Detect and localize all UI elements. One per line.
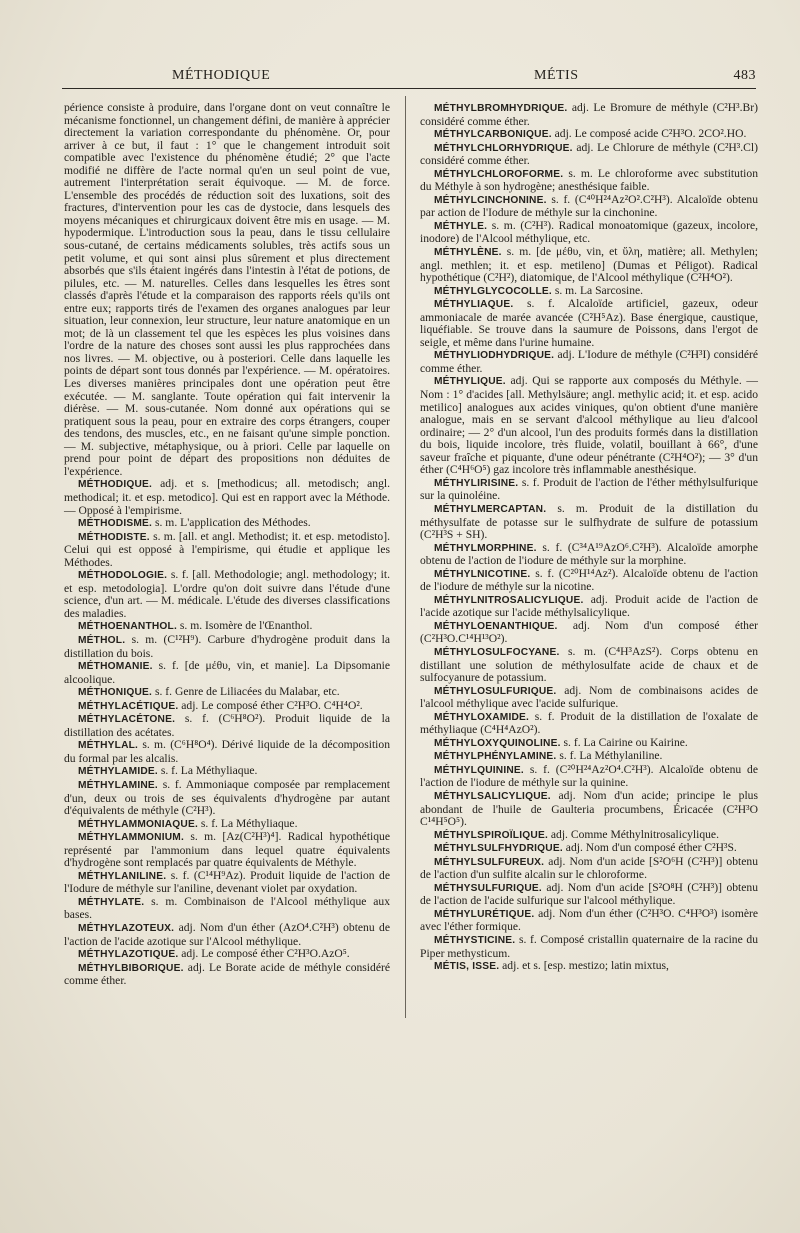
- entry-definition: adj. Nom d'un composé éther C²H³S.: [565, 841, 737, 855]
- entry-definition: s. m. (C¹²H⁹). Carbure d'hydrogène produit dans la distillation du bois.: [64, 632, 390, 660]
- entry-definition: s. f. (C²⁰H¹⁴Az²). Alcaloïde obtenu de l'action de l'iodure de méthyle sur la nicotine.: [420, 566, 759, 594]
- running-header: [62, 68, 756, 90]
- dictionary-entry: [64, 660, 390, 686]
- dictionary-entry: [420, 220, 758, 246]
- dictionary-entry: [420, 842, 758, 856]
- entry-headword: MÉTHYLAL.: [78, 740, 139, 752]
- dictionary-entry: [420, 960, 758, 974]
- dictionary-entry: [64, 686, 390, 700]
- dictionary-entry: [64, 517, 390, 531]
- entry-definition: s. f. [de μέθυ, vin, et manie]. La Dipsomanie alcoolique.: [64, 659, 390, 686]
- entry-definition: adj. Le Chlorure de méthyle (C²H³.Cl) considéré comme éther.: [420, 140, 758, 168]
- entry-headword: MÉTHYLAMMONIAQUE.: [78, 818, 198, 830]
- entry-headword: MÉTHYLNICOTINE.: [434, 568, 531, 580]
- dictionary-entry: [420, 685, 758, 711]
- entry-definition: s. m. [Az(C²H³)⁴]. Radical hypothétique représenté par l'ammonium dans lequel quatre équivalents d'hydrogène sont remplacés par quatre équivalents de Méthyle.: [64, 830, 390, 870]
- dictionary-entry: [420, 646, 758, 685]
- entry-definition: adj. Nom d'un acide [S²O⁸H (C²H³)] obtenu de l'action de l'acide sulfurique sur l'alcool méthylique.: [420, 880, 758, 908]
- entry-definition: s. m. La Sarcosine.: [554, 283, 644, 297]
- dictionary-entry: [64, 922, 390, 948]
- entry-definition: s. f. Genre de Liliacées du Malabar, etc.: [155, 685, 340, 699]
- entry-headword: MÉTHYLIODHYDRIQUE.: [434, 350, 555, 362]
- column-divider: [405, 96, 406, 1018]
- entry-definition: adj. L'Iodure de méthyle (C²H³I) considéré comme éther.: [420, 348, 758, 375]
- dictionary-entry: [64, 739, 390, 765]
- entry-definition: périence consiste à produire, dans l'organe dont on veut connaître le mécanisme fonctionnel, un changement défini, de manière à apprécier directement la variation correspondante du phénomène. Or, pour arriver à ce but, il faut : 1° que le changement introduit soit compatible avec l'existence du phénomène étudié; 2° que l'acte modifié ne diffère de l'acte normal qu'en un seul point de vue, autrement l'interprétation serait équivoque. — M. de force. L'ensemble des procédés de réduction soit des luxations, soit des fractures, d'intervention pour les cas de dystocie, dans lesquels des moyens mécaniques et chirurgicaux doivent être mis en usage. — M. hypodermique. L'introduction sous la peau, dans le tissu cellulaire sous-cutané, de certains médicaments solubles, très actifs sous un petit volume, et qui sont ainsi plus sûrement et plus directement absorbés que s'ils étaient ingérés dans l'intestin à l'état de potions, de pilules, etc. — M. naturelles. Celles dans lesquelles les êtres sont classés d'après l'étude et la comparaison des rapports réels qu'ils ont entre eux; rapports tirés de l'examen des organes analogues par leur situation, leur connexion, leur structure, leur nature anatomique en un mot; de là un classement tel que les espèces les plus voisines dans l'ordre de la nature des choses sont aussi les plus rapprochées dans nos livres. — M. objective, ou à posteriori. Celle dans laquelle les points de départ sont tous donnés par l'expérience. — M. opératoires. Les diverses manières principales dont une opération peut être exécutée. — M. sanglante. Toute opération qui fait intervenir la diérèse. — M. sous-cutanée. Nom donné aux opérations qui se pratiquent sous la peau, pour en extraire des corps étrangers, couper des tendons, des muscles, etc., en ne faisant qu'une simple ponction. — M. subjective, métaphysique, ou à priori. Celle par laquelle on prend pour point de départ des propositions non déduites de l'expérience.: [64, 101, 390, 478]
- dictionary-entry: [420, 711, 758, 737]
- entry-definition: adj. Nom d'un éther (AzO⁴.C²H³) obtenu de l'action de l'acide azotique sur l'Alcool méthylique.: [64, 921, 390, 948]
- entry-definition: s. f. (C²⁰H²⁴Az²O⁴.C²H³). Alcaloïde obtenu de l'action de l'iodure de méthyle sur la quinine.: [420, 762, 758, 790]
- dictionary-entry: [420, 750, 758, 764]
- dictionary-entry: [420, 764, 758, 790]
- dictionary-entry: [420, 856, 758, 882]
- dictionary-entry: [64, 569, 390, 620]
- entry-headword: MÉTHYLACÉTONE.: [78, 714, 176, 726]
- entry-headword: MÉTHYLAMIDE.: [78, 766, 158, 778]
- dictionary-entry: [64, 531, 390, 570]
- dictionary-entry: [420, 375, 758, 476]
- dictionary-entry: [420, 620, 758, 646]
- entry-headword: MÉTHYLIAQUE.: [434, 299, 514, 311]
- entry-definition: adj. Le Bromure de méthyle (C²H³.Br) considéré comme éther.: [420, 101, 758, 128]
- entry-headword: MÉTHYLSULFUREUX.: [434, 856, 545, 868]
- dictionary-entry: [420, 882, 758, 908]
- entry-headword: MÉTHONIQUE.: [78, 687, 153, 699]
- entry-definition: s. f. Composé cristallin quaternaire de la racine du Piper methysticum.: [420, 933, 758, 960]
- dictionary-entry: [420, 594, 758, 620]
- entry-headword: MÉTHODOLOGIE.: [78, 570, 168, 582]
- entry-definition: adj. et s. [methodicus; all. metodisch; angl. methodical; it. et esp. metodico]. Qui est en rapport avec la Méthode. — Opposé à l'empirisme.: [64, 477, 390, 517]
- dictionary-entry: [420, 142, 758, 168]
- header-rule: [62, 88, 756, 89]
- entry-definition: s. m. (C⁶H⁸O⁴). Dérivé liquide de la décomposition du formal par les alcalis.: [64, 738, 390, 765]
- entry-headword: MÉTHYLURÉTIQUE.: [434, 908, 535, 920]
- entry-definition: s. m. [de μέθυ, vin, et ὕλη, matière; all. Methylen; angl. methlen; it. et esp. metileno] (Dumas et Péligot). Radical hypothétique (C²H²), diatomique, de l'Alcool méthylique (C²H⁴O²).: [420, 245, 758, 285]
- dictionary-entry: [64, 765, 390, 779]
- entry-headword: MÉTHYLSULFHYDRIQUE.: [434, 843, 563, 855]
- header-left-word: MÉTHODIQUE: [172, 68, 271, 83]
- entry-definition: s. f. Produit de la distillation de l'oxalate de méthyliaque (C⁴H⁴AzO²).: [420, 709, 758, 737]
- dictionary-entry: [64, 102, 390, 478]
- dictionary-entry: [420, 568, 758, 594]
- entry-headword: MÉTHYLAMINE.: [78, 779, 158, 791]
- entry-definition: adj. Qui se rapporte aux composés du Méthyle. — Nom : 1° d'acides [all. Methylsäure; angl. methylic acid; it. et esp. acido metilico] analogues aux acides viniques, qu'on obtient d'une manière analogue, mais en se servant d'alcool méthylique au lieu d'alcool ordinaire; — 2° d'un alcool, l'un des produits formés dans la distillation du bois, liquide incolore, très fluide, volatil, bouillant à 66°, d'une saveur fraîche et piquante, d'une odeur pénétrante (C²H⁴O²); — 3° d'un éther (C⁴H⁶O⁵) gaz incolore très inflammable anesthésique.: [420, 374, 759, 477]
- entry-headword: MÉTHYLOSULFOCYANE.: [434, 646, 560, 658]
- entry-definition: s. m. Le chloroforme avec substitution du Méthyle à son hydrogène; anesthésique faible.: [420, 166, 758, 194]
- dictionary-entry: [64, 896, 390, 922]
- entry-definition: adj. Le Borate acide de méthyle considéré comme éther.: [64, 960, 390, 988]
- entry-definition: adj. Nom d'un éther (C²H³O. C⁴H³O³) isomère avec l'éther formique.: [420, 906, 758, 934]
- entry-headword: MÉTHYLMORPHINE.: [434, 542, 537, 554]
- entry-definition: s. f. Alcaloïde artificiel, gazeux, odeur ammoniacale de marée avancée (C²H⁵Az). Base énergique, caustique, liquéfiable. Se trouve dans la saumure de Poissons, dans l'ergot de seigle, et même dans l'urine humaine.: [420, 297, 758, 349]
- entry-headword: MÉTHODISME.: [78, 518, 153, 530]
- entry-headword: MÉTHODIQUE.: [78, 479, 153, 491]
- entry-definition: s. f. La Méthyliaque.: [200, 816, 298, 830]
- entry-headword: MÉTHYLE.: [434, 220, 488, 232]
- entry-headword: MÉTHYLIRISINE.: [434, 477, 519, 489]
- entry-definition: s. m. (C⁴H³AzS²). Corps obtenu en distillant une solution de méthylosulfate acide de chaux et de sulfocyanure de potassium.: [420, 644, 759, 685]
- entry-definition: adj. Produit acide de l'action de l'acide azotique sur l'acide méthylsalicylique.: [420, 592, 758, 620]
- dictionary-entry: [420, 102, 758, 128]
- entry-headword: MÉTHYLPHÉNYLAMINE.: [434, 751, 557, 763]
- entry-definition: s. f. (C¹⁴H⁹Az). Produit liquide de l'action de l'Iodure de méthyle sur l'aniline, devenant violet par oxydation.: [64, 868, 390, 896]
- dictionary-entry: [64, 713, 390, 739]
- entry-headword: MÉTHYLGLYCOCOLLE.: [434, 285, 552, 297]
- entry-headword: MÉTHYLQUININE.: [434, 764, 524, 776]
- entry-definition: adj. Comme Méthylnitrosalicylique.: [550, 827, 719, 841]
- entry-headword: MÉTHYLCINCHONINE.: [434, 194, 547, 206]
- dictionary-entry: [64, 831, 390, 870]
- entry-definition: s. f. La Méthyliaque.: [160, 764, 258, 778]
- entry-headword: MÉTHYLÈNE.: [434, 247, 502, 259]
- header-right-word: MÉTIS: [534, 68, 579, 83]
- entry-definition: s. f. Produit de l'action de l'éther méthylsulfurique sur la quinoléine.: [420, 475, 758, 503]
- entry-definition: s. f. (C³⁴A¹⁹AzO⁶.C²H³). Alcaloïde amorphe obtenu de l'action de l'iodure de méthyle sur la morphine.: [420, 540, 758, 568]
- dictionary-entry: [420, 246, 758, 285]
- dictionary-entry: [420, 829, 758, 843]
- entry-headword: MÉTHYSULFURIQUE.: [434, 882, 542, 894]
- entry-definition: s. m. (C²H³). Radical monoatomique (gazeux, incolore, inodore) de l'Alcool méthylique, etc.: [420, 218, 758, 246]
- dictionary-entry: [420, 790, 758, 829]
- entry-headword: MÉTHYLATE.: [78, 896, 145, 908]
- entry-headword: MÉTHYLAMMONIUM.: [78, 832, 184, 844]
- entry-definition: s. f. [all. Methodologie; angl. methodology; it. et esp. metodologia]. L'ordre qu'on doit suivre dans l'étude d'une science, d'un art. — M. médicale. L'étude des diverses classifications des maladies.: [64, 568, 391, 620]
- entry-definition: s. m. Produit de la distillation du méthysulfate de potasse sur le sulfhydrate de sulfure de potassium (C²H³S + SH).: [420, 501, 759, 542]
- dictionary-entry: [420, 285, 758, 299]
- entry-headword: MÉTHYLNITROSALICYLIQUE.: [434, 594, 584, 606]
- entry-definition: s. f. La Méthylaniline.: [559, 749, 663, 763]
- entry-headword: MÉTHOENANTHOL.: [78, 621, 178, 633]
- entry-headword: MÉTHYLOENANTHIQUE.: [434, 620, 558, 632]
- dictionary-entry: [420, 298, 758, 349]
- entry-definition: s. m. Isomère de l'Œnanthol.: [179, 619, 313, 633]
- entry-headword: MÉTHYLCARBONIQUE.: [434, 129, 552, 141]
- entry-headword: MÉTHYLBIBORIQUE.: [78, 962, 184, 974]
- entry-headword: MÉTHOL.: [78, 634, 126, 646]
- dictionary-entry: [420, 349, 758, 375]
- entry-headword: MÉTHYLCHLORHYDRIQUE.: [434, 142, 573, 154]
- entry-definition: s. m. Combinaison de l'Alcool méthylique aux bases.: [64, 894, 390, 922]
- entry-headword: MÉTHODISTE.: [78, 531, 150, 543]
- entry-definition: adj. Le composé éther C²H³O.AzO⁵.: [181, 947, 350, 961]
- entry-definition: s. m. [all. et angl. Methodist; it. et esp. metodisto]. Celui qui est opposé à l'empirisme, qui étudie et applique les Méthodes.: [64, 529, 390, 569]
- entry-definition: adj. Nom d'un acide; principe le plus abondant de l'huile de Gaulteria procumbens, Éricacée (C²H³O C¹⁴H⁵O⁵).: [420, 788, 758, 829]
- entry-definition: adj. Le composé éther C²H³O. C⁴H⁴O².: [181, 698, 363, 712]
- entry-headword: MÉTHYLIQUE.: [434, 376, 506, 388]
- entry-headword: MÉTHOMANIE.: [78, 661, 153, 673]
- dictionary-entry: [64, 948, 390, 962]
- entry-definition: s. f. (C⁶H⁸O²). Produit liquide de la distillation des acétates.: [64, 712, 391, 739]
- entry-definition: adj. Le composé acide C²H³O. 2CO².HO.: [554, 127, 747, 141]
- entry-headword: MÉTHYSTICINE.: [434, 935, 516, 946]
- dictionary-entry: [64, 634, 390, 660]
- entry-headword: MÉTIS, ISSE.: [434, 961, 500, 973]
- entry-definition: s. f. (C⁴⁰H²⁴Az²O².C²H³). Alcaloïde obtenu par action de l'Iodure de méthyle sur la cinchonine.: [420, 192, 758, 220]
- dictionary-entry: [420, 908, 758, 934]
- dictionary-entry: [420, 128, 758, 142]
- dictionary-entry: [64, 478, 390, 517]
- entry-headword: MÉTHYLSALICYLIQUE.: [434, 790, 551, 802]
- dictionary-entry: [64, 779, 390, 818]
- dictionary-entry: [64, 818, 390, 832]
- dictionary-entry: [64, 700, 390, 714]
- entry-definition: adj. et s. [esp. mestizo; latin mixtus,: [502, 959, 669, 973]
- dictionary-entry: [420, 737, 758, 751]
- dictionary-entry: [420, 477, 758, 503]
- dictionary-entry: [64, 620, 390, 634]
- dictionary-entry: [420, 934, 758, 960]
- entry-headword: MÉTHYLOXAMIDE.: [434, 711, 530, 723]
- dictionary-entry: [420, 503, 758, 542]
- entry-headword: MÉTHYLMERCAPTAN.: [434, 503, 547, 515]
- dictionary-entry: [420, 542, 758, 568]
- entry-headword: MÉTHYLOXYQUINOLINE.: [434, 737, 561, 749]
- entry-headword: MÉTHYLAZOTIQUE.: [78, 949, 179, 961]
- entry-headword: MÉTHYLBROMHYDRIQUE.: [434, 103, 568, 114]
- entry-headword: MÉTHYLOSULFURIQUE.: [434, 685, 557, 697]
- dictionary-entry: [420, 194, 758, 220]
- left-column: [64, 102, 390, 988]
- entry-definition: s. f. La Cairine ou Kairine.: [563, 735, 688, 749]
- entry-headword: MÉTHYLANILINE.: [78, 870, 167, 882]
- dictionary-entry: [64, 870, 390, 896]
- entry-definition: adj. Nom d'un composé éther (C²H³O.C¹⁴H¹³O²).: [420, 618, 758, 646]
- entry-headword: MÉTHYLCHLOROFORME.: [434, 168, 564, 180]
- dictionary-entry: [64, 962, 390, 988]
- entry-definition: adj. Nom de combinaisons acides de l'alcool méthylique avec l'acide sulfurique.: [420, 683, 758, 711]
- entry-definition: s. f. Ammoniaque composée par remplacement d'un, deux ou trois de ses équivalents d'hydrogène par autant d'équivalents de méthyle (C²H³).: [64, 777, 390, 818]
- dictionary-entry: [420, 168, 758, 194]
- page-number: 483: [733, 68, 756, 83]
- entry-headword: MÉTHYLAZOTEUX.: [78, 923, 175, 934]
- right-column: [420, 102, 758, 974]
- entry-definition: s. m. L'application des Méthodes.: [155, 516, 311, 530]
- entry-definition: adj. Nom d'un acide [S²O⁶H (C²H³)] obtenu de l'action d'un sulfite alcalin sur le chloroforme.: [420, 854, 758, 882]
- entry-headword: MÉTHYLACÉTIQUE.: [78, 700, 179, 712]
- entry-headword: MÉTHYLSPIROÏLIQUE.: [434, 829, 548, 841]
